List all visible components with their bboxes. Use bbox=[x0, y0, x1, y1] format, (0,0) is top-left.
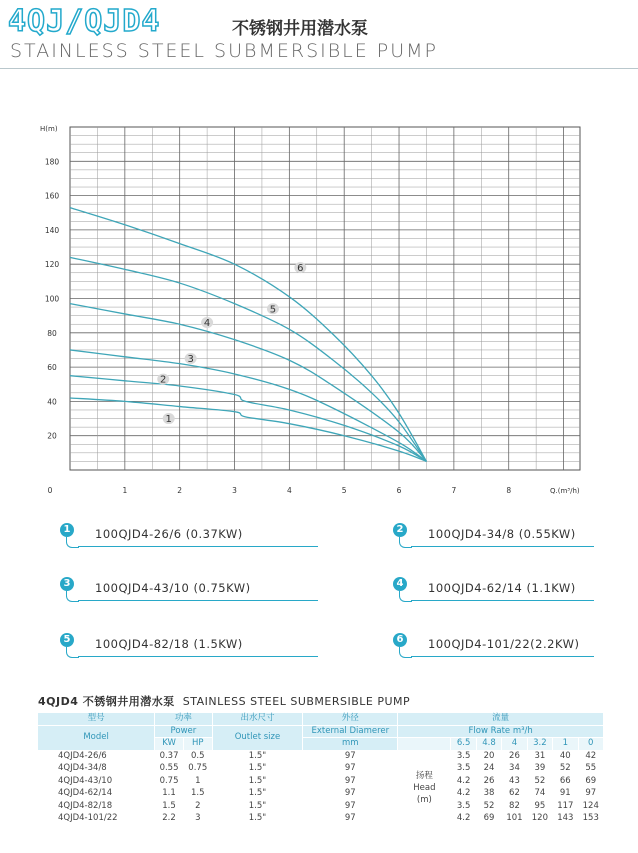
row-head: 101 bbox=[502, 813, 527, 826]
row-head: 91 bbox=[553, 788, 578, 801]
x-tick-label: 2 bbox=[177, 486, 183, 495]
y-axis-label: H(m) bbox=[40, 125, 58, 133]
flow-value: 0 bbox=[578, 738, 603, 751]
row-head: 124 bbox=[578, 800, 603, 813]
title-chinese: 不锈钢井用潜水泵 bbox=[232, 19, 368, 39]
y-tick-label: 80 bbox=[47, 328, 57, 338]
th-dia-en: External Diamerer bbox=[303, 725, 398, 738]
row-hp: 1.5 bbox=[183, 788, 212, 801]
table-row bbox=[38, 800, 604, 813]
spec-table bbox=[37, 712, 604, 826]
flow-value: 3.2 bbox=[527, 738, 552, 751]
row-head: 117 bbox=[553, 800, 578, 813]
th-flow-cn: 流量 bbox=[398, 713, 604, 726]
row-head: 4.2 bbox=[451, 788, 476, 801]
row-outlet: 1.5" bbox=[212, 775, 303, 788]
row-model: 4QJD4-82/18 bbox=[38, 800, 155, 813]
legend-underline bbox=[411, 600, 594, 601]
row-head: 26 bbox=[502, 750, 527, 763]
row-head: 3.5 bbox=[451, 800, 476, 813]
legend-item bbox=[393, 523, 596, 547]
row-head: 40 bbox=[553, 750, 578, 763]
th-model-en: Model bbox=[38, 725, 155, 750]
row-dia: 97 bbox=[303, 763, 398, 776]
th-kw: KW bbox=[155, 738, 184, 751]
x-tick-label: 8 bbox=[506, 486, 512, 495]
table-title-cn: 4QJD4 不锈钢井用潜水泵 bbox=[38, 695, 175, 708]
legend-label: 100QJD4-26/6 (0.37KW) bbox=[95, 527, 243, 541]
x-tick-label: 1 bbox=[122, 486, 128, 495]
row-kw: 0.37 bbox=[155, 750, 184, 763]
row-head: 69 bbox=[476, 813, 501, 826]
row-dia: 97 bbox=[303, 788, 398, 801]
curve-label: 6 bbox=[297, 263, 304, 275]
row-head: 31 bbox=[527, 750, 552, 763]
row-hp: 0.75 bbox=[183, 763, 212, 776]
x-axis-label: Q.(m³/h) bbox=[550, 487, 580, 495]
row-kw: 1.1 bbox=[155, 788, 184, 801]
row-head: 74 bbox=[527, 788, 552, 801]
y-tick-label: 160 bbox=[44, 191, 60, 201]
legend-number-badge: 6 bbox=[393, 633, 407, 647]
legend-number-badge: 5 bbox=[60, 633, 74, 647]
curve-label: 2 bbox=[160, 374, 167, 386]
row-head: 62 bbox=[502, 788, 527, 801]
legend-label: 100QJD4-101/22(2.2KW) bbox=[428, 637, 580, 651]
row-head: 4.2 bbox=[451, 813, 476, 826]
y-tick-label: 180 bbox=[44, 157, 60, 167]
legend-underline bbox=[78, 546, 318, 547]
head-cn: 扬程 bbox=[415, 770, 433, 781]
row-head: 20 bbox=[476, 750, 501, 763]
table-title-en: STAINLESS STEEL SUBMERSIBLE PUMP bbox=[182, 695, 411, 708]
row-model: 4QJD4-43/10 bbox=[38, 775, 155, 788]
legend-item bbox=[393, 577, 596, 601]
legend-item bbox=[60, 577, 320, 601]
table-row bbox=[38, 813, 604, 826]
flow-value: 4 bbox=[502, 738, 527, 751]
flow-value: 4.8 bbox=[476, 738, 501, 751]
row-outlet: 1.5" bbox=[212, 763, 303, 776]
row-outlet: 1.5" bbox=[212, 788, 303, 801]
row-kw: 1.5 bbox=[155, 800, 184, 813]
row-hp: 2 bbox=[183, 800, 212, 813]
row-head: 52 bbox=[553, 763, 578, 776]
head-unit: (m) bbox=[416, 794, 432, 805]
x-tick-label: 6 bbox=[396, 486, 402, 495]
row-model: 4QJD4-26/6 bbox=[38, 750, 155, 763]
flow-value: 1 bbox=[553, 738, 578, 751]
th-model-cn: 型号 bbox=[38, 713, 155, 726]
row-hp: 1 bbox=[183, 775, 212, 788]
row-head: 66 bbox=[553, 775, 578, 788]
head-en: Head bbox=[413, 782, 436, 793]
legend-underline bbox=[78, 600, 318, 601]
row-head: 38 bbox=[476, 788, 501, 801]
legend-label: 100QJD4-82/18 (1.5KW) bbox=[95, 637, 243, 651]
row-model: 4QJD4-62/14 bbox=[38, 788, 155, 801]
y-tick-label: 20 bbox=[47, 431, 57, 441]
legend-label: 100QJD4-62/14 (1.1KW) bbox=[428, 581, 576, 595]
row-dia: 97 bbox=[303, 775, 398, 788]
x-tick-label: 3 bbox=[232, 486, 237, 495]
legend-underline bbox=[411, 656, 594, 657]
row-head: 39 bbox=[527, 763, 552, 776]
th-outlet-en: Outlet size bbox=[212, 725, 303, 750]
legend-number-badge: 2 bbox=[393, 523, 407, 537]
curve-label: 3 bbox=[187, 354, 194, 366]
legend-label: 100QJD4-43/10 (0.75KW) bbox=[95, 581, 251, 595]
curve-label: 1 bbox=[165, 414, 172, 426]
legend-label: 100QJD4-34/8 (0.55KW) bbox=[428, 527, 576, 541]
row-dia: 97 bbox=[303, 800, 398, 813]
th-dia-cn: 外径 bbox=[303, 713, 398, 726]
row-head: 4.2 bbox=[451, 775, 476, 788]
legend-item bbox=[60, 633, 320, 657]
table-row bbox=[38, 775, 604, 788]
row-head: 26 bbox=[476, 775, 501, 788]
row-dia: 97 bbox=[303, 750, 398, 763]
y-tick-label: 60 bbox=[47, 363, 57, 373]
row-head: 120 bbox=[527, 813, 552, 826]
row-head: 95 bbox=[527, 800, 552, 813]
row-outlet: 1.5" bbox=[212, 813, 303, 826]
table-title bbox=[38, 693, 410, 709]
curve-label: 4 bbox=[203, 318, 211, 330]
row-head: 24 bbox=[476, 763, 501, 776]
legend-number-badge: 3 bbox=[60, 577, 74, 591]
row-outlet: 1.5" bbox=[212, 800, 303, 813]
legend-number-badge: 1 bbox=[60, 523, 74, 537]
row-head: 153 bbox=[578, 813, 603, 826]
row-kw: 2.2 bbox=[155, 813, 184, 826]
th-dia-unit: mm bbox=[303, 738, 398, 751]
th-flow-en: Flow Rate m³/h bbox=[398, 725, 604, 738]
row-head: 42 bbox=[578, 750, 603, 763]
th-power-en: Power bbox=[155, 725, 212, 738]
row-dia: 97 bbox=[303, 813, 398, 826]
table-row bbox=[38, 750, 604, 763]
header-divider bbox=[0, 68, 638, 69]
x-tick-label: 4 bbox=[286, 486, 292, 495]
y-tick-label: 100 bbox=[44, 294, 60, 304]
table-row bbox=[38, 788, 604, 801]
legend-underline bbox=[78, 656, 318, 657]
row-kw: 0.55 bbox=[155, 763, 184, 776]
legend-number-badge: 4 bbox=[393, 577, 407, 591]
performance-chart bbox=[0, 120, 638, 505]
row-head: 69 bbox=[578, 775, 603, 788]
title-english: STAINLESS STEEL SUBMERSIBLE PUMP bbox=[10, 40, 439, 62]
row-model: 4QJD4-101/22 bbox=[38, 813, 155, 826]
row-head: 43 bbox=[502, 775, 527, 788]
legend-item bbox=[393, 633, 596, 657]
row-kw: 0.75 bbox=[155, 775, 184, 788]
y-tick-label: 140 bbox=[44, 225, 60, 235]
row-head: 82 bbox=[502, 800, 527, 813]
curve-label: 5 bbox=[269, 304, 277, 316]
legend-item bbox=[60, 523, 320, 547]
row-model: 4QJD4-34/8 bbox=[38, 763, 155, 776]
row-head: 3.5 bbox=[451, 750, 476, 763]
row-head: 34 bbox=[502, 763, 527, 776]
th-outlet-cn: 出水尺寸 bbox=[212, 713, 303, 726]
table-row bbox=[38, 763, 604, 776]
model-title: 4QJ/QJD4 bbox=[8, 4, 161, 39]
row-outlet: 1.5" bbox=[212, 750, 303, 763]
row-hp: 0.5 bbox=[183, 750, 212, 763]
row-hp: 3 bbox=[183, 813, 212, 826]
head-label bbox=[398, 750, 451, 825]
x-tick-label: 7 bbox=[451, 486, 457, 495]
flow-value: 6.5 bbox=[451, 738, 476, 751]
row-head: 3.5 bbox=[451, 763, 476, 776]
x-tick-label: 0 bbox=[47, 486, 53, 495]
th-power-cn: 功率 bbox=[155, 713, 212, 726]
y-tick-label: 40 bbox=[47, 397, 57, 407]
x-tick-label: 5 bbox=[341, 486, 347, 495]
row-head: 52 bbox=[476, 800, 501, 813]
row-head: 52 bbox=[527, 775, 552, 788]
row-head: 55 bbox=[578, 763, 603, 776]
th-hp: HP bbox=[183, 738, 212, 751]
y-tick-label: 120 bbox=[44, 260, 60, 270]
row-head: 143 bbox=[553, 813, 578, 826]
legend-underline bbox=[411, 546, 594, 547]
row-head: 97 bbox=[578, 788, 603, 801]
